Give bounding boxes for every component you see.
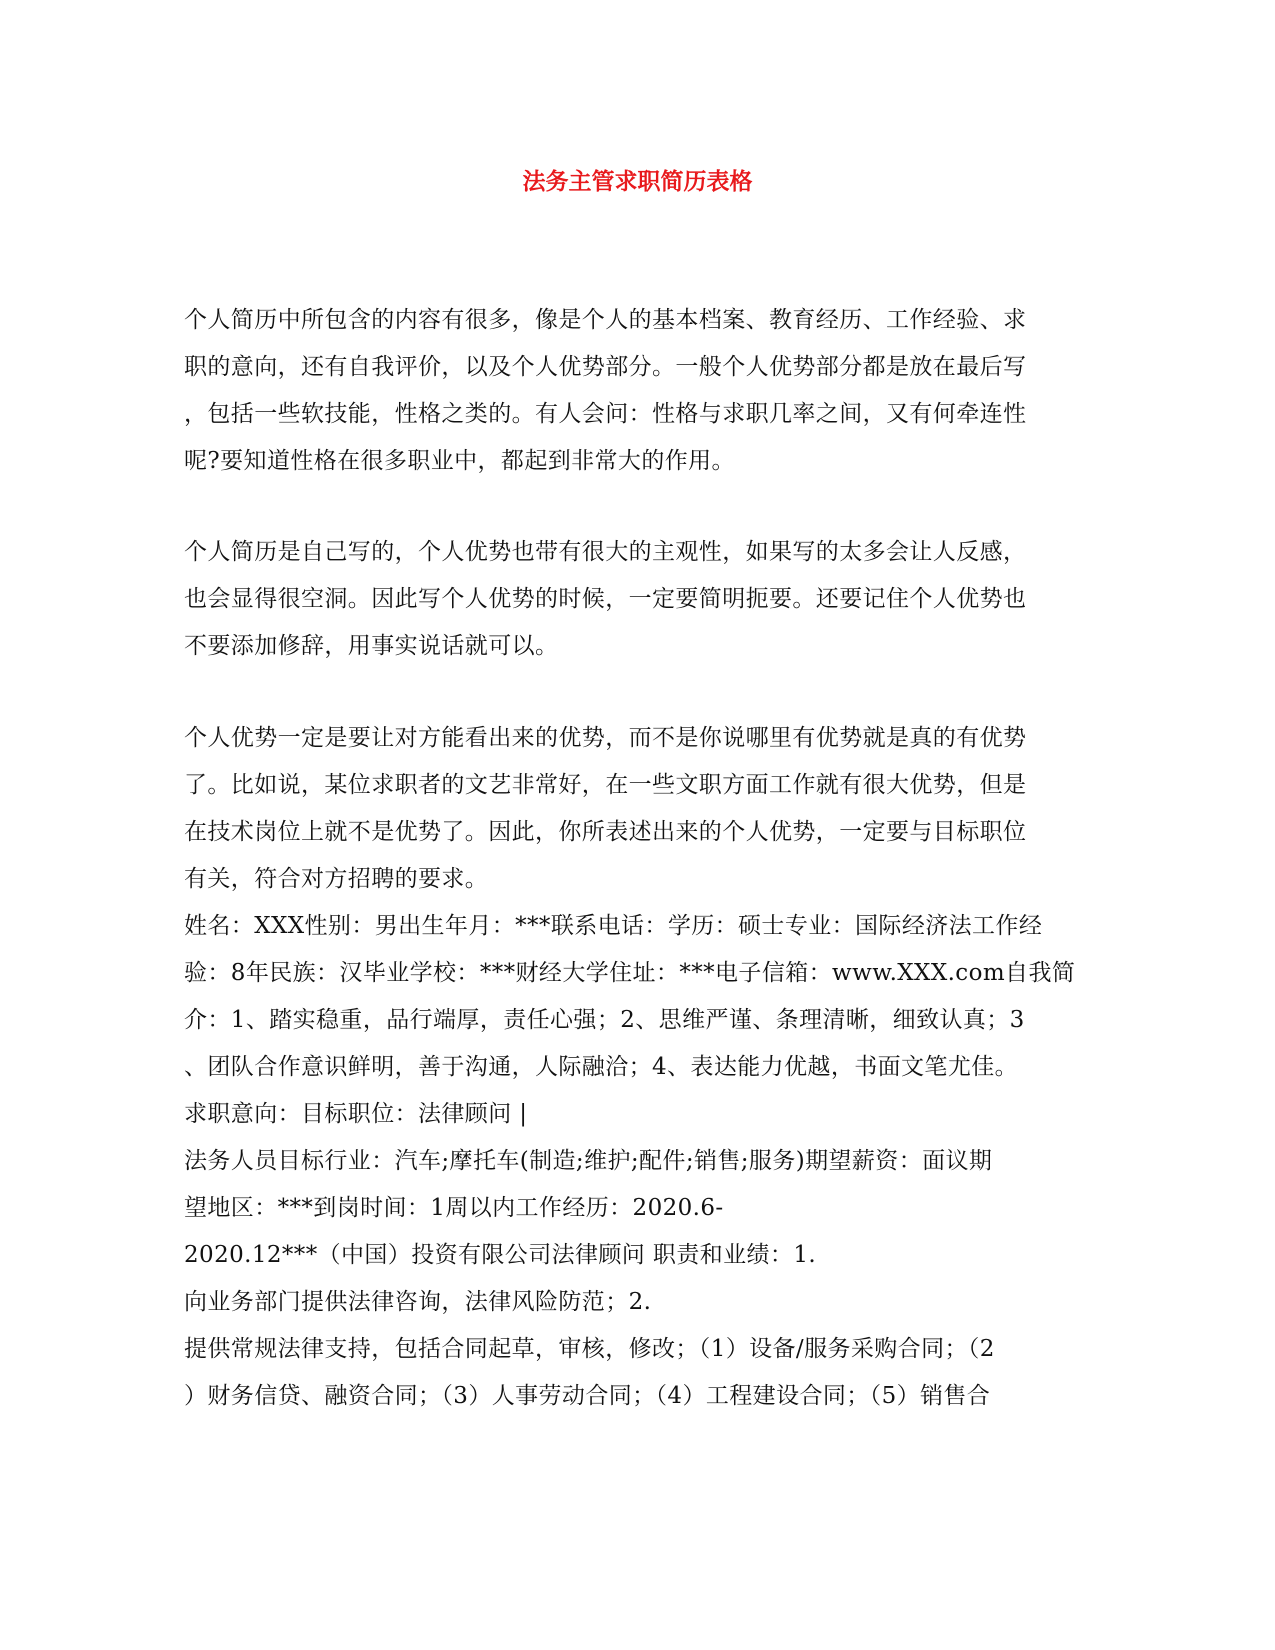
intro-paragraph xyxy=(184,297,1074,485)
resume-job-intent-line: 法务人员目标行业：汽车;摩托车(制造;维护;配件;销售;服务)期望薪资：面议期 xyxy=(184,1148,993,1174)
text-line: 个人简历是自己写的，个人优势也带有很大的主观性，如果写的太多会让人反感， xyxy=(184,539,1027,565)
text-line: 有关，符合对方招聘的要求。 xyxy=(184,866,489,892)
resume-body-paragraph xyxy=(184,715,1074,1420)
resume-personal-info-line: 姓名：XXX性别：男出生年月：***联系电话：学历：硕士专业：国际经济法工作经 xyxy=(184,913,1043,939)
text-line: 不要添加修辞，用事实说话就可以。 xyxy=(184,633,559,659)
text-line: 个人优势一定是要让对方能看出来的优势，而不是你说哪里有优势就是真的有优势 xyxy=(184,725,1027,751)
resume-work-history-line: 提供常规法律支持，包括合同起草，审核，修改；（1）设备/服务采购合同；（2 xyxy=(184,1336,995,1362)
resume-job-intent-line: 望地区：***到岗时间：1周以内工作经历：2020.6- xyxy=(184,1195,724,1221)
resume-job-intent-line: 求职意向：目标职位：法律顾问 | xyxy=(184,1101,528,1127)
resume-self-intro-line: 、团队合作意识鲜明，善于沟通，人际融洽；4、表达能力优越，书面文笔尤佳。 xyxy=(184,1054,1019,1080)
text-line: 也会显得很空洞。因此写个人优势的时候，一定要简明扼要。还要记住个人优势也 xyxy=(184,586,1027,612)
text-line: ，包括一些软技能，性格之类的。有人会问：性格与求职几率之间，又有何牵连性 xyxy=(184,401,1027,427)
advice-paragraph xyxy=(184,529,1074,670)
text-line: 在技术岗位上就不是优势了。因此，你所表述出来的个人优势，一定要与目标职位 xyxy=(184,819,1027,845)
resume-self-intro-line: 介：1、踏实稳重，品行端厚，责任心强；2、思维严谨、条理清晰，细致认真；3 xyxy=(184,1007,1025,1033)
text-line: 了。比如说，某位求职者的文艺非常好，在一些文职方面工作就有很大优势，但是 xyxy=(184,772,1027,798)
page-title: 法务主管求职简历表格 xyxy=(522,168,753,195)
resume-work-history-line: 向业务部门提供法律咨询，法律风险防范；2. xyxy=(184,1289,652,1315)
text-line: 职的意向，还有自我评价，以及个人优势部分。一般个人优势部分都是放在最后写 xyxy=(184,354,1027,380)
text-line: 个人简历中所包含的内容有很多，像是个人的基本档案、教育经历、工作经验、求 xyxy=(184,307,1027,333)
resume-personal-info-line: 验：8年民族：汉毕业学校：***财经大学住址：***电子信箱：www.XXX.com自我简 xyxy=(184,960,1076,986)
resume-work-history-line: 2020.12***（中国）投资有限公司法律顾问 职责和业绩：1. xyxy=(184,1242,817,1268)
resume-work-history-line: ）财务信贷、融资合同；（3）人事劳动合同；（4）工程建设合同；（5）销售合 xyxy=(184,1383,991,1409)
text-line: 呢?要知道性格在很多职业中，都起到非常大的作用。 xyxy=(184,448,735,474)
